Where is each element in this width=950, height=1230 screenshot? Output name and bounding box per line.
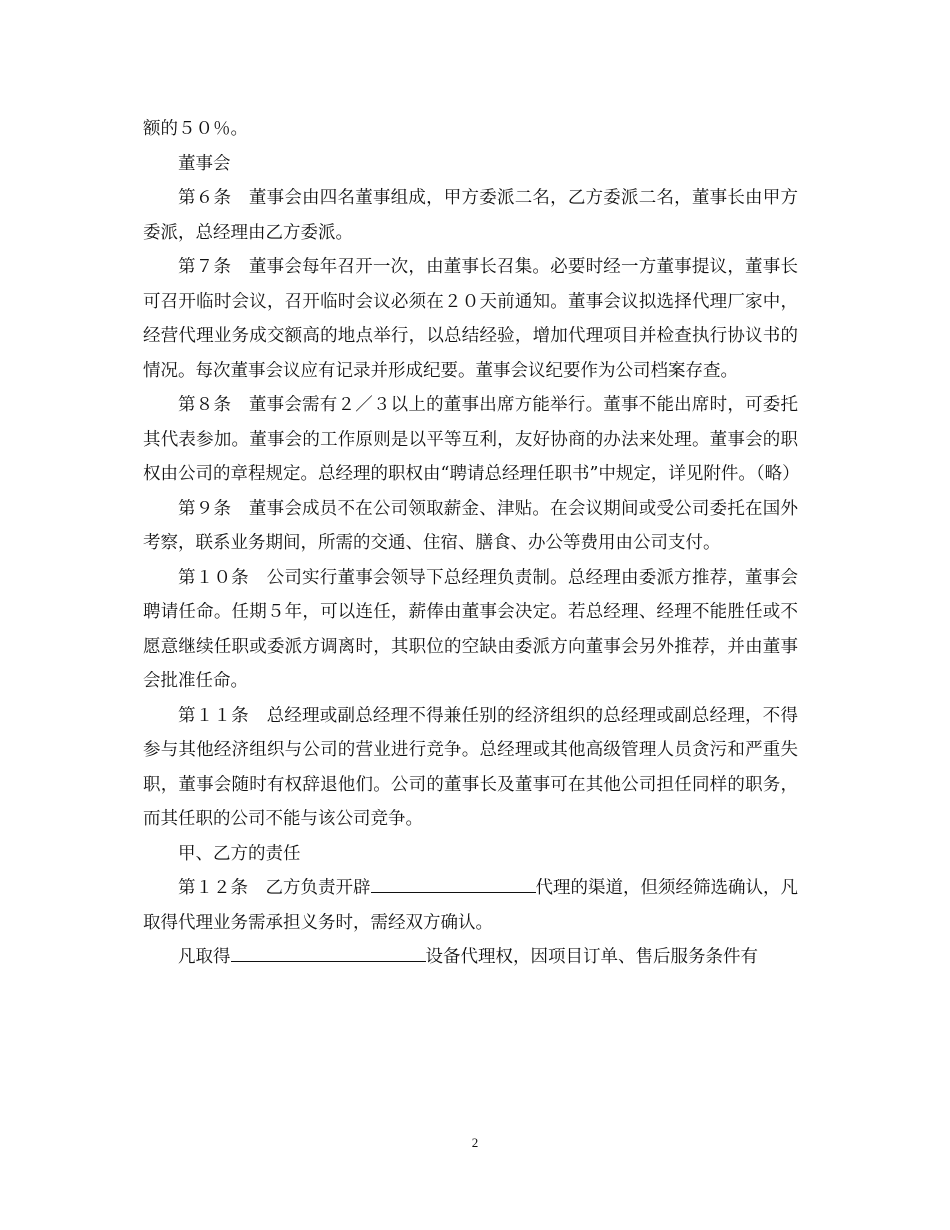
article-8: 第８条 董事会需有２／３以上的董事出席方能举行。董事不能出席时，可委托其代表参加。董事会的工作原则是以平等互利，友好协商的办法来处理。董事会的职权由公司的章程规定。总经理的职权由“聘请总经理任职书”中规定，详见附件。（略）: [143, 395, 800, 484]
article-6: 第６条 董事会由四名董事组成，甲方委派二名，乙方委派二名，董事长由甲方委派，总经理由乙方委派。: [143, 188, 798, 243]
article-12: [143, 871, 798, 940]
article-11: 第１１条 总经理或副总经理不得兼任别的经济组织的总经理或副总经理，不得参与其他经济组织与公司的营业进行竞争。总经理或其他高级管理人员贪污和严重失职，董事会随时有权辞退他们。公司的董事长及董事可在其他公司担任同样的职务，而其任职的公司不能与该公司竞争。: [143, 705, 798, 829]
fill-in-blank-channel: [371, 872, 536, 893]
article-9: 第９条 董事会成员不在公司领取薪金、津贴。在会议期间或受公司委托在国外考察，联系业务期间，所需的交通、住宿、膳食、办公等费用由公司支付。: [143, 498, 798, 553]
section-heading-board: 董事会: [178, 153, 231, 174]
article-12-text-before: 第１２条 乙方负责开辟: [178, 878, 371, 898]
paragraph-agency-rights: [143, 940, 798, 975]
section-heading-responsibilities: 甲、乙方的责任: [178, 843, 301, 864]
agency-text-before: 凡取得: [178, 947, 231, 967]
article-12-text-after: 代理的渠道，但须经筛选确认，凡取得代理业务需承担义务时，需经双方确认。: [143, 878, 798, 933]
article-10: 第１０条 公司实行董事会领导下总经理负责制。总经理由委派方推荐，董事会聘请任命。任期５年，可以连任，薪俸由董事会决定。若总经理、经理不能胜任或不愿意继续任职或委派方调离时，其职位的空缺由委派方向董事会另外推荐，并由董事会批准任命。: [143, 567, 798, 691]
article-7: 第７条 董事会每年召开一次，由董事长召集。必要时经一方董事提议，董事长可召开临时会议，召开临时会议必须在２０天前通知。董事会议拟选择代理厂家中，经营代理业务成交额高的地点举行，以总结经验，增加代理项目并检查执行协议书的情况。每次董事会议应有记录并形成纪要。董事会议纪要作为公司档案存查。: [143, 257, 798, 381]
page-number: 2: [471, 1135, 479, 1150]
document-body: [143, 112, 798, 975]
agency-text-after: 设备代理权，因项目订单、售后服务条件有: [425, 947, 758, 967]
paragraph-continuation: 额的５０％。: [143, 119, 248, 139]
fill-in-blank-equipment: [231, 941, 426, 962]
